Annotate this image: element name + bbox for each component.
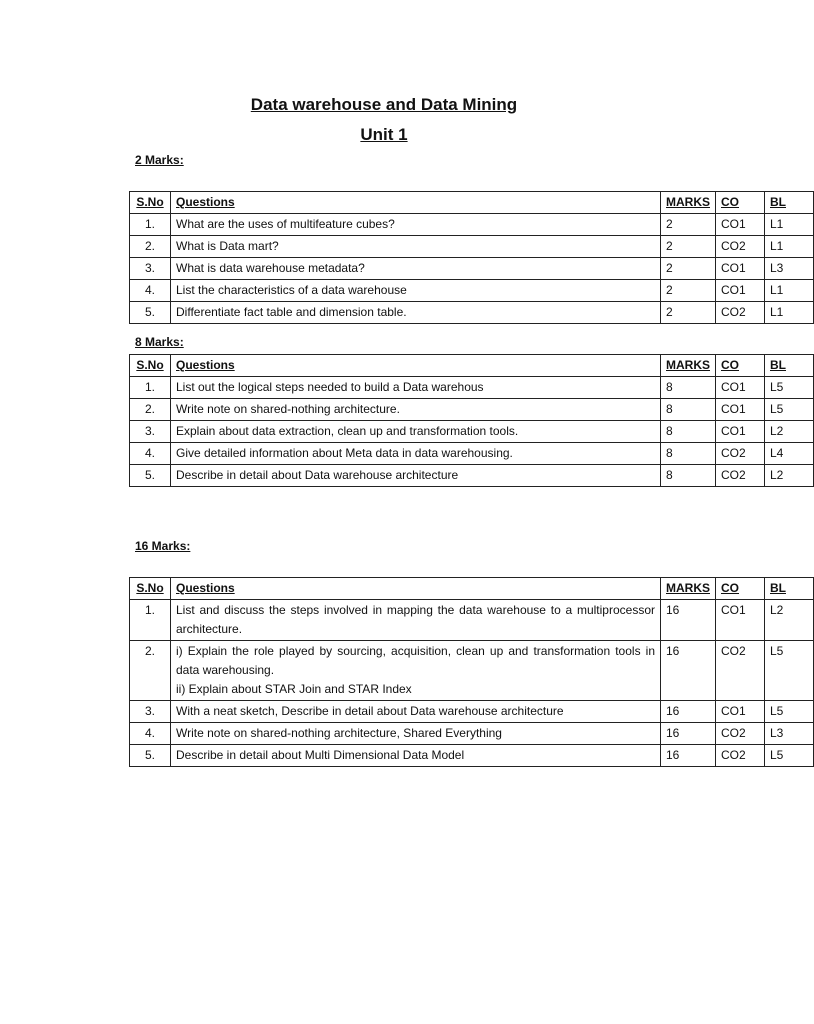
table-row [130, 745, 814, 767]
cell-co: CO2 [716, 641, 765, 701]
header-co: CO [716, 355, 765, 377]
table-row [130, 214, 814, 236]
table-row [130, 600, 814, 641]
cell-marks: 2 [661, 280, 716, 302]
cell-marks: 2 [661, 214, 716, 236]
cell-bl: L2 [765, 600, 814, 641]
table-row [130, 399, 814, 421]
questions-table-2-marks [129, 191, 814, 324]
questions-table-16-marks [129, 577, 814, 767]
cell-co: CO2 [716, 236, 765, 258]
table-header-row [130, 192, 814, 214]
table-row [130, 465, 814, 487]
cell-marks: 16 [661, 600, 716, 641]
cell-bl: L2 [765, 421, 814, 443]
cell-co: CO2 [716, 465, 765, 487]
cell-marks: 8 [661, 443, 716, 465]
cell-sno: 3. [130, 701, 171, 723]
header-marks: MARKS [661, 192, 716, 214]
cell-question [171, 641, 661, 701]
cell-co: CO1 [716, 421, 765, 443]
table-header-row [130, 355, 814, 377]
cell-question: Write note on shared-nothing architecture. [171, 399, 661, 421]
cell-marks: 16 [661, 723, 716, 745]
section-label-2-marks: 2 Marks: [135, 153, 184, 167]
cell-marks: 2 [661, 258, 716, 280]
cell-bl: L4 [765, 443, 814, 465]
section-label-16-marks: 16 Marks: [135, 539, 191, 553]
cell-marks: 16 [661, 641, 716, 701]
cell-bl: L1 [765, 302, 814, 324]
cell-co: CO1 [716, 258, 765, 280]
cell-bl: L5 [765, 641, 814, 701]
cell-question: Differentiate fact table and dimension table. [171, 302, 661, 324]
table-row [130, 443, 814, 465]
cell-co: CO1 [716, 214, 765, 236]
header-co: CO [716, 192, 765, 214]
questions-table-8-marks [129, 354, 814, 487]
cell-co: CO2 [716, 745, 765, 767]
question-part-ii: ii) Explain about STAR Join and STAR Index [176, 682, 412, 696]
cell-co: CO1 [716, 600, 765, 641]
cell-question: What are the uses of multifeature cubes? [171, 214, 661, 236]
cell-bl: L5 [765, 377, 814, 399]
cell-bl: L5 [765, 399, 814, 421]
table-row [130, 280, 814, 302]
header-sno: S.No [130, 192, 171, 214]
cell-question: Describe in detail about Multi Dimensional Data Model [171, 745, 661, 767]
cell-sno: 1. [130, 600, 171, 641]
table-row [130, 421, 814, 443]
header-sno: S.No [130, 355, 171, 377]
cell-co: CO1 [716, 280, 765, 302]
table-row [130, 701, 814, 723]
header-questions: Questions [171, 355, 661, 377]
cell-bl: L5 [765, 745, 814, 767]
table-row [130, 377, 814, 399]
header-bl: BL [765, 192, 814, 214]
cell-bl: L1 [765, 280, 814, 302]
cell-question: With a neat sketch, Describe in detail about Data warehouse architecture [171, 701, 661, 723]
header-questions: Questions [171, 578, 661, 600]
cell-co: CO2 [716, 443, 765, 465]
cell-sno: 1. [130, 214, 171, 236]
header-marks: MARKS [661, 578, 716, 600]
cell-sno: 3. [130, 258, 171, 280]
table-row [130, 641, 814, 701]
header-sno: S.No [130, 578, 171, 600]
cell-sno: 4. [130, 443, 171, 465]
cell-co: CO1 [716, 701, 765, 723]
cell-question: Explain about data extraction, clean up and transformation tools. [171, 421, 661, 443]
cell-sno: 4. [130, 280, 171, 302]
document-title: Data warehouse and Data Mining [250, 95, 518, 114]
cell-marks: 16 [661, 701, 716, 723]
cell-marks: 2 [661, 236, 716, 258]
cell-co: CO1 [716, 377, 765, 399]
cell-question: List and discuss the steps involved in mapping the data warehouse to a multiprocessor architecture. [171, 600, 661, 641]
table-row [130, 723, 814, 745]
table-row [130, 258, 814, 280]
cell-marks: 8 [661, 465, 716, 487]
table-row [130, 236, 814, 258]
cell-marks: 2 [661, 302, 716, 324]
cell-sno: 1. [130, 377, 171, 399]
cell-marks: 8 [661, 399, 716, 421]
cell-question: List out the logical steps needed to build a Data warehous [171, 377, 661, 399]
header-co: CO [716, 578, 765, 600]
cell-sno: 2. [130, 641, 171, 701]
cell-marks: 8 [661, 377, 716, 399]
question-part-i: i) Explain the role played by sourcing, acquisition, clean up and transformation tools in data warehousing. [176, 644, 655, 677]
cell-question: Write note on shared-nothing architecture, Shared Everything [171, 723, 661, 745]
cell-bl: L3 [765, 258, 814, 280]
cell-bl: L2 [765, 465, 814, 487]
cell-co: CO2 [716, 302, 765, 324]
header-questions: Questions [171, 192, 661, 214]
cell-co: CO2 [716, 723, 765, 745]
cell-bl: L1 [765, 236, 814, 258]
cell-sno: 5. [130, 745, 171, 767]
header-bl: BL [765, 578, 814, 600]
cell-sno: 5. [130, 302, 171, 324]
cell-question: Describe in detail about Data warehouse architecture [171, 465, 661, 487]
cell-bl: L5 [765, 701, 814, 723]
header-marks: MARKS [661, 355, 716, 377]
unit-heading: Unit 1 [360, 125, 408, 144]
cell-marks: 16 [661, 745, 716, 767]
cell-sno: 2. [130, 236, 171, 258]
cell-sno: 5. [130, 465, 171, 487]
header-bl: BL [765, 355, 814, 377]
cell-question: Give detailed information about Meta data in data warehousing. [171, 443, 661, 465]
cell-sno: 4. [130, 723, 171, 745]
cell-question: What is data warehouse metadata? [171, 258, 661, 280]
cell-sno: 3. [130, 421, 171, 443]
cell-marks: 8 [661, 421, 716, 443]
cell-question: List the characteristics of a data warehouse [171, 280, 661, 302]
cell-sno: 2. [130, 399, 171, 421]
cell-bl: L3 [765, 723, 814, 745]
section-label-8-marks: 8 Marks: [135, 335, 184, 349]
cell-bl: L1 [765, 214, 814, 236]
cell-co: CO1 [716, 399, 765, 421]
cell-question: What is Data mart? [171, 236, 661, 258]
table-header-row [130, 578, 814, 600]
table-row [130, 302, 814, 324]
